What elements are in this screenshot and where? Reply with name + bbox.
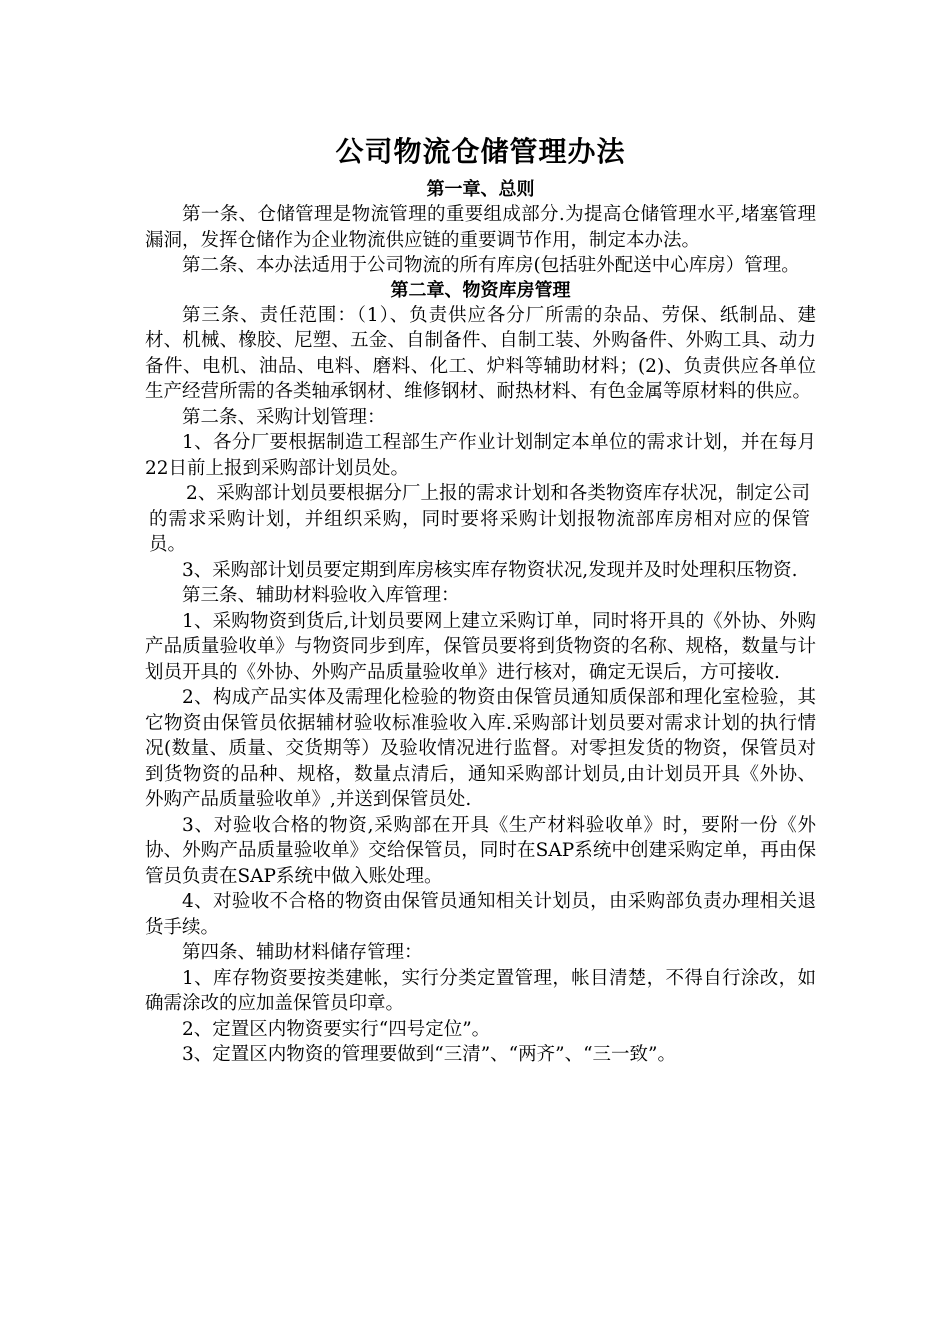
paragraph: 第四条、辅助材料储存管理：	[182, 942, 423, 963]
paragraph: 1、各分厂要根据制造工程部生产作业计划制定本单位的需求计划，并在每月22日前上报到采购部计划员处。	[145, 432, 816, 479]
paragraph: 第三条、责任范围：（1）、负责供应各分厂所需的杂品、劳保、纸制品、建材、机械、橡胶、尼塑、五金、自制备件、自制工装、外购备件、外购工具、动力备件、电机、油品、电料、磨料、化工、炉料等辅助材料；(2)、负责供应各单位生产经营所需的各类轴承钢材、维修钢材、耐热材料、有色金属等原材料的供应。	[145, 304, 816, 402]
chapter-heading: 第二章、物资库房管理	[390, 279, 571, 301]
chapter-heading: 第一章、总则	[426, 179, 535, 200]
document-title: 公司物流仓储管理办法	[335, 135, 626, 168]
paragraph: 第三条、辅助材料验收入库管理：	[182, 585, 460, 606]
paragraph: 4、对验收不合格的物资由保管员通知相关计划员，由采购部负责办理相关退货手续。	[145, 891, 816, 938]
paragraph: 2、定置区内物资要实行“四号定位”。	[182, 1018, 491, 1040]
paragraph: 2、采购部计划员要根据分厂上报的需求计划和各类物资库存状况，制定公司的需求采购计划，并组织采购，同时要将采购计划报物流部库房相对应的保管员。	[149, 483, 810, 555]
paragraph: 第二条、本办法适用于公司物流的所有库房(包括驻外配送中心库房）管理。	[182, 255, 800, 276]
paragraph: 3、采购部计划员要定期到库房核实库存物资状况,发现并及时处理积压物资.	[182, 559, 798, 581]
paragraph: 2、构成产品实体及需理化检验的物资由保管员通知质保部和理化室检验，其它物资由保管员依据辅材验收标准验收入库.采购部计划员要对需求计划的执行情况(数量、质量、交货期等）及验收情况进行监督。对零担发货的物资，保管员对到货物资的品种、规格，数量点清后，通知采购部计划员,由计划员开具《外协、外购产品质量验收单》,并送到保管员处.	[145, 687, 816, 810]
paragraph: 3、定置区内物资的管理要做到“三清”、“两齐”、“三一致”。	[182, 1044, 677, 1065]
paragraph: 3、对验收合格的物资,采购部在开具《生产材料验收单》时，要附一份《外协、外购产品质量验收单》交给保管员，同时在SAP系统中创建采购定单，再由保管员负责在SAP系统中做入账处理。	[145, 814, 816, 887]
paragraph: 1、采购物资到货后,计划员要网上建立采购订单，同时将开具的《外协、外购产品质量验收单》与物资同步到库，保管员要将到货物资的名称、规格，数量与计划员开具的《外协、外购产品质量验收单》进行核对，确定无误后，方可接收.	[145, 610, 816, 683]
paragraph: 第二条、采购计划管理：	[182, 406, 386, 428]
paragraph: 第一条、仓储管理是物流管理的重要组成部分.为提高仓储管理水平,堵塞管理漏洞，发挥仓储作为企业物流供应链的重要调节作用，制定本办法。	[145, 204, 816, 251]
paragraph: 1、库存物资要按类建帐，实行分类定置管理，帐目清楚，不得自行涂改，如确需涂改的应加盖保管员印章。	[145, 967, 816, 1014]
